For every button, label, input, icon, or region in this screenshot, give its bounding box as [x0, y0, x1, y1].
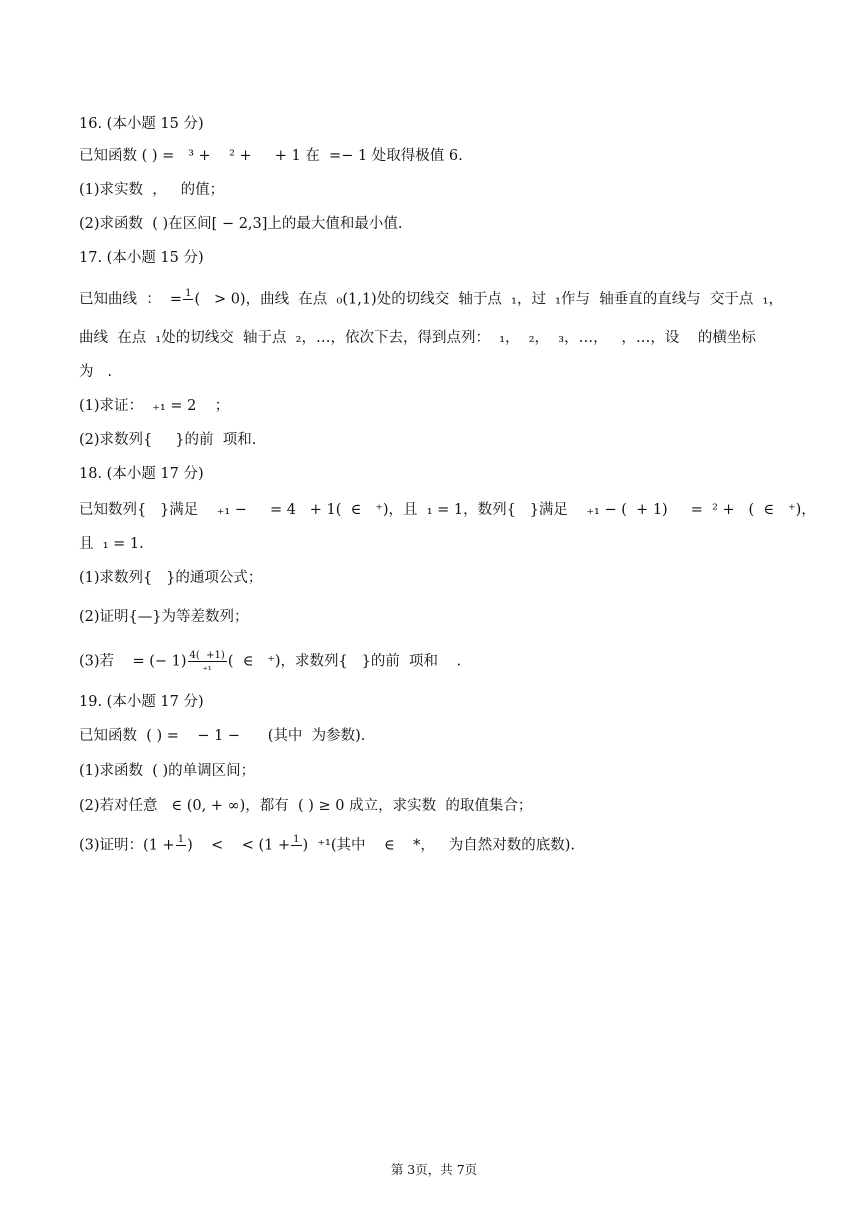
q17-stem-b: ( > 0)，曲线 在点 ₀(1,1)处的切线交 轴于点 ₁，过 ₁作与 轴垂直的直线与 交于点 ₁，	[194, 291, 783, 308]
q18-fraction	[188, 650, 227, 673]
q18-frac-num: 4( +1)	[189, 650, 225, 661]
q19-frac1-num: 1	[177, 834, 185, 845]
q19-part1: (1)求函数 ( )的单调区间；	[79, 763, 256, 779]
q18-part3	[79, 650, 461, 673]
q18-stem2: 且 ₁ = 1.	[79, 536, 144, 552]
q19-frac2-den	[291, 846, 301, 857]
q18-part2: (2)证明{—}为等差数列；	[79, 609, 249, 625]
q18-heading: 18. (本小题 17 分)	[79, 466, 204, 482]
q17-frac-num: 1	[185, 288, 192, 299]
q17-stem	[79, 288, 783, 311]
q16-heading: 16. (本小题 15 分)	[79, 116, 204, 132]
q19-part3	[79, 834, 575, 857]
q17-frac-den	[183, 300, 193, 311]
q19-part3-a: (3)证明：(1 +	[79, 837, 175, 854]
q18-part1: (1)求数列{ }的通项公式；	[79, 570, 263, 586]
q19-part3-c: ) ⁺¹(其中 ∈ *， 为自然对数的底数).	[302, 837, 575, 854]
q16-part1: (1)求实数 ， 的值；	[79, 182, 225, 198]
q18-frac-den: ₊₁	[202, 662, 212, 673]
q19-part2: (2)若对任意 ∈ (0, + ∞)，都有 ( ) ≥ 0 成立，求实数 的取值集合；	[79, 798, 533, 814]
q18-part3-b: ( ∈ ⁺)，求数列{ }的前 项和 .	[227, 653, 462, 670]
q17-fraction	[183, 288, 193, 311]
q19-stem: 已知函数 ( ) = − 1 − (其中 为参数).	[79, 728, 366, 744]
q17-stem2: 曲线 在点 ₁处的切线交 轴于点 ₂，…，依次下去，得到点列： ₁， ₂， ₃，…， ，…，设 的横坐标	[79, 330, 756, 346]
q16-stem: 已知函数 ( ) = ³ + ² + + 1 在 =− 1 处取得极值 6.	[79, 148, 463, 164]
page-footer: 第 3页，共 7页	[390, 1162, 478, 1177]
q19-frac1-den	[176, 846, 186, 857]
q18-stem: 已知数列{ }满足 ₊₁ − = 4 + 1( ∈ ⁺)，且 ₁ = 1，数列{ }满足 ₊₁ − ( + 1) = ² + ( ∈ ⁺)，	[79, 502, 816, 518]
q19-fraction-1	[176, 834, 186, 857]
q19-frac2-num: 1	[293, 834, 300, 845]
q19-heading: 19. (本小题 17 分)	[79, 694, 204, 710]
q17-heading: 17. (本小题 15 分)	[79, 250, 204, 266]
q17-part2: (2)求数列{ }的前 项和.	[79, 432, 257, 448]
q16-part2: (2)求函数 ( )在区间[ − 2,3]上的最大值和最小值.	[79, 216, 403, 232]
q17-stem3: 为 .	[79, 364, 112, 380]
q17-stem-a: 已知曲线 ： =	[79, 291, 183, 308]
q19-fraction-2	[291, 834, 301, 857]
q19-part3-b: ) < < (1 +	[187, 837, 291, 854]
q17-part1: (1)求证： ₊₁ = 2 ；	[79, 398, 230, 414]
q18-part3-a: (3)若 = (− 1)	[79, 653, 187, 670]
